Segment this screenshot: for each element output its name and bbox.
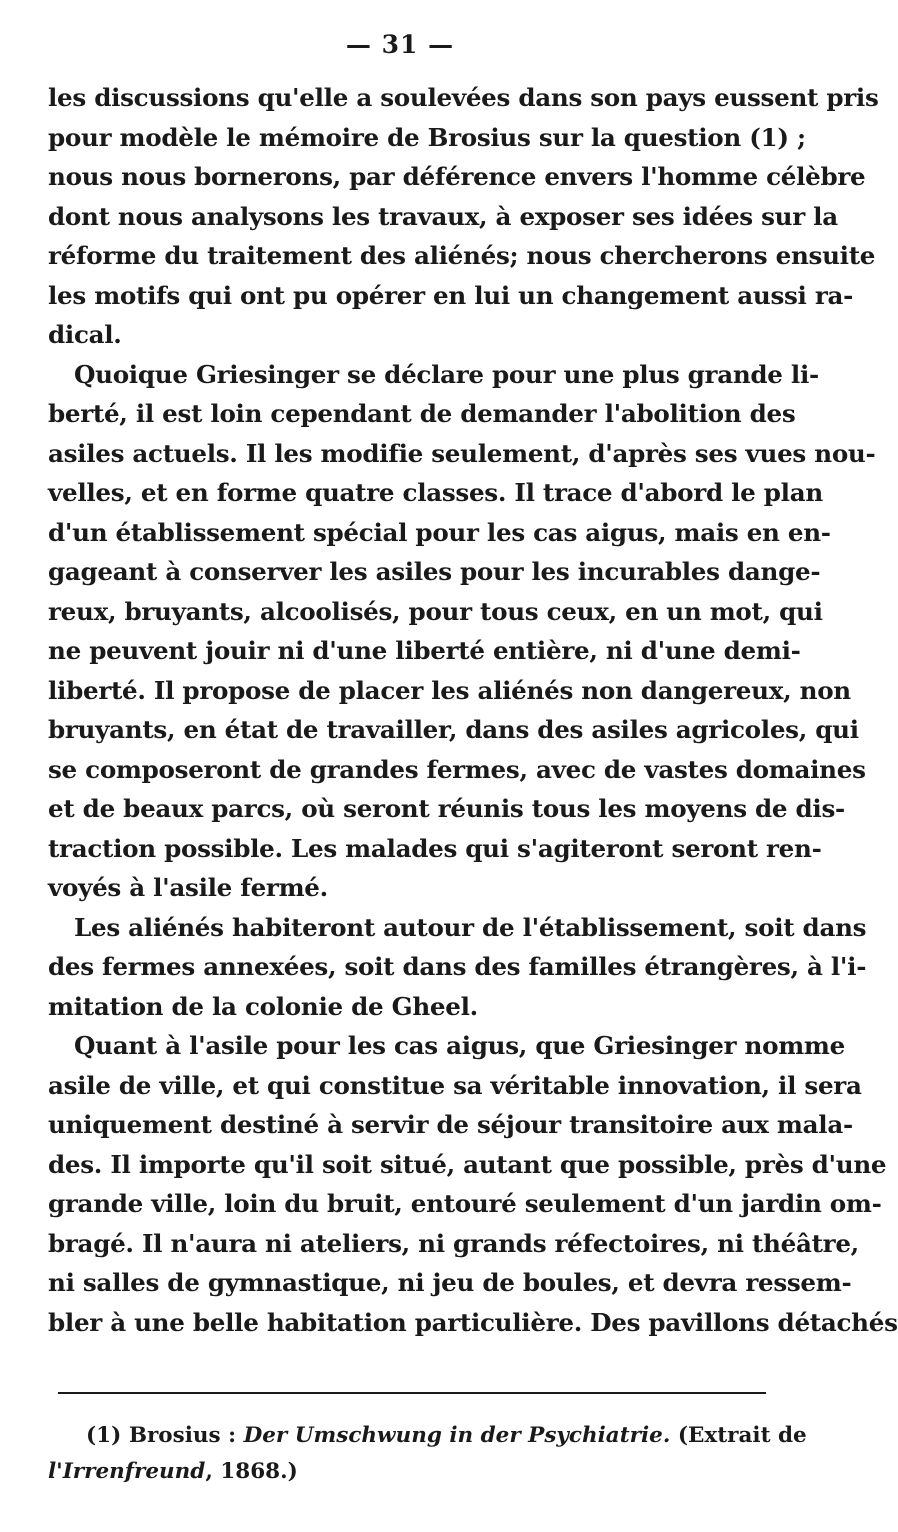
text-line: voyés à l'asile fermé. (48, 873, 328, 902)
text-line: et de beaux parcs, où seront réunis tous les moyens de dis- (48, 794, 845, 823)
text-line: gageant à conserver les asiles pour les incurables dange- (48, 557, 821, 586)
footnote-divider (58, 1392, 766, 1394)
footnote-line-2 (48, 1454, 760, 1490)
text-line: uniquement destiné à servir de séjour transitoire aux mala- (48, 1110, 853, 1139)
text-line: dont nous analysons les travaux, à exposer ses idées sur la (48, 201, 838, 231)
text-line: bler à une belle habitation particulière. Des pavillons détachés (48, 1307, 898, 1337)
text-line: liberté. Il propose de placer les aliénés non dangereux, non (48, 675, 851, 705)
text-line: les motifs qui ont pu opérer en lui un changement aussi ra- (48, 280, 854, 310)
text-line: nous nous bornerons, par déférence envers l'homme célèbre (48, 162, 866, 191)
text-line: mitation de la colonie de Gheel. (48, 991, 478, 1021)
text-line: dical. (48, 320, 122, 349)
text-line: ne peuvent jouir ni d'une liberté entière, ni d'une demi- (48, 636, 801, 665)
text-line: asile de ville, et qui constitue sa véritable innovation, il sera (48, 1070, 862, 1100)
text-line: pour modèle le mémoire de Brosius sur la question (1) ; (48, 122, 806, 152)
text-line: d'un établissement spécial pour les cas aigus, mais en en- (48, 517, 831, 547)
footnote (48, 1418, 807, 1490)
text-line: Quant à l'asile pour les cas aigus, que Griesinger nomme (74, 1031, 845, 1060)
text-line: réforme du traitement des aliénés; nous chercherons ensuite (48, 241, 876, 270)
text-line: se composeront de grandes fermes, avec de vastes domaines (48, 754, 866, 784)
text-line: traction possible. Les malades qui s'agiteront seront ren- (48, 833, 822, 863)
text-line: asiles actuels. Il les modifie seulement, d'après ses vues nou- (48, 438, 876, 468)
text-line: bruyants, en état de travailler, dans des asiles agricoles, qui (48, 715, 859, 744)
text-line: reux, bruyants, alcoolisés, pour tous ceux, en un mot, qui (48, 596, 823, 626)
page-number: — 31 — (345, 30, 455, 59)
text-line: berté, il est loin cependant de demander l'abolition des (48, 399, 796, 428)
body-text (48, 78, 898, 1342)
text-line: des fermes annexées, soit dans des familles étrangères, à l'i- (48, 952, 867, 981)
text-line: des. Il importe qu'il soit situé, autant que possible, près d'une (48, 1149, 887, 1179)
footnote-journal: l'Irrenfreund (48, 1459, 206, 1484)
footnote-author: Brosius : (128, 1423, 237, 1448)
text-line: les discussions qu'elle a soulevées dans son pays eussent pris (48, 83, 879, 112)
footnote-title: Der Umschwung in der Psychiatrie. (243, 1423, 671, 1448)
footnote-year: , 1868.) (205, 1459, 298, 1484)
footnote-line-1 (48, 1418, 807, 1454)
text-line: Quoique Griesinger se déclare pour une plus grande li- (74, 359, 819, 389)
text-line: Les aliénés habiteront autour de l'établissement, soit dans (74, 912, 867, 942)
text-line: ni salles de gymnastique, ni jeu de boules, et devra ressem- (48, 1268, 852, 1297)
text-line: bragé. Il n'aura ni ateliers, ni grands réfectoires, ni théâtre, (48, 1228, 859, 1258)
text-line: velles, et en forme quatre classes. Il trace d'abord le plan (48, 478, 823, 507)
footnote-extract: (Extrait de (677, 1423, 807, 1448)
text-line: grande ville, loin du bruit, entouré seulement d'un jardin om- (48, 1189, 882, 1218)
footnote-marker: (1) (86, 1423, 122, 1448)
